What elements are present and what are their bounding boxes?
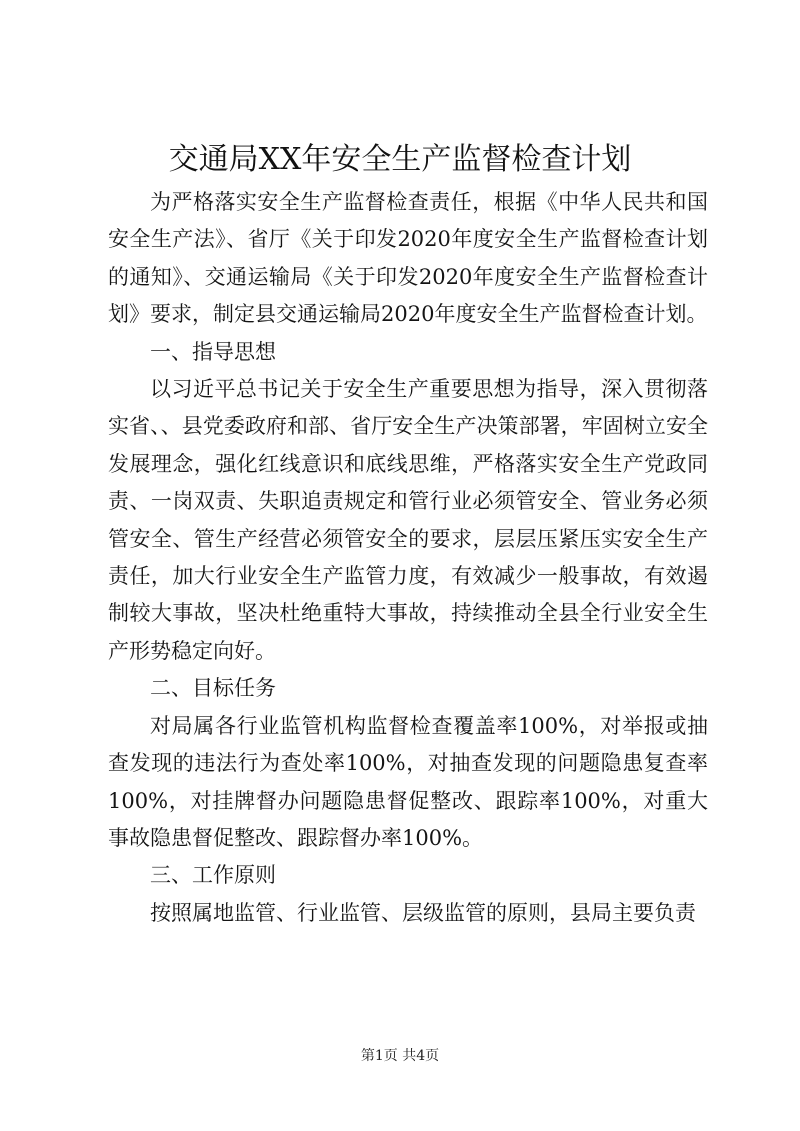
principles-paragraph: 按照属地监管、行业监管、层级监管的原则，县局主要负责	[150, 900, 696, 925]
document-body	[108, 184, 708, 932]
document-title: 交通局XX年安全生产监督检查计划	[168, 142, 632, 177]
section-heading-targets: 二、目标任务	[150, 676, 276, 701]
targets-paragraph: 对局属各行业监管机构监督检查覆盖率100%，对举报或抽查发现的违法行为查处率100%，对抽查发现的问题隐患复查率100%，对挂牌督办问题隐患督促整改、跟踪率100%，对重大事故隐患督促整改、跟踪督办率100%。	[108, 713, 708, 850]
section-heading-guiding-ideology: 一、指导思想	[150, 339, 276, 364]
intro-paragraph: 为严格落实安全生产监督检查责任，根据《中华人民共和国安全生产法》、省厅《关于印发2020年度安全生产监督检查计划的通知》、交通运输局《关于印发2020年度安全生产监督检查计划》要求，制定县交通运输局2020年度安全生产监督检查计划。	[108, 190, 708, 327]
page-footer: 第1页 共4页	[360, 1048, 440, 1064]
section-heading-principles: 三、工作原则	[150, 863, 276, 888]
guiding-ideology-paragraph: 以习近平总书记关于安全生产重要思想为指导，深入贯彻落实省、、县党委政府和部、省厅安全生产决策部署，牢固树立安全发展理念，强化红线意识和底线思维，严格落实安全生产党政同责、一岗双责、失职追责规定和管行业必须管安全、管业务必须管安全、管生产经营必须管安全的要求，层层压紧压实安全生产责任，加大行业安全生产监管力度，有效减少一般事故，有效遏制较大事故，坚决杜绝重特大事故，持续推动全县全行业安全生产形势稳定向好。	[108, 377, 708, 663]
